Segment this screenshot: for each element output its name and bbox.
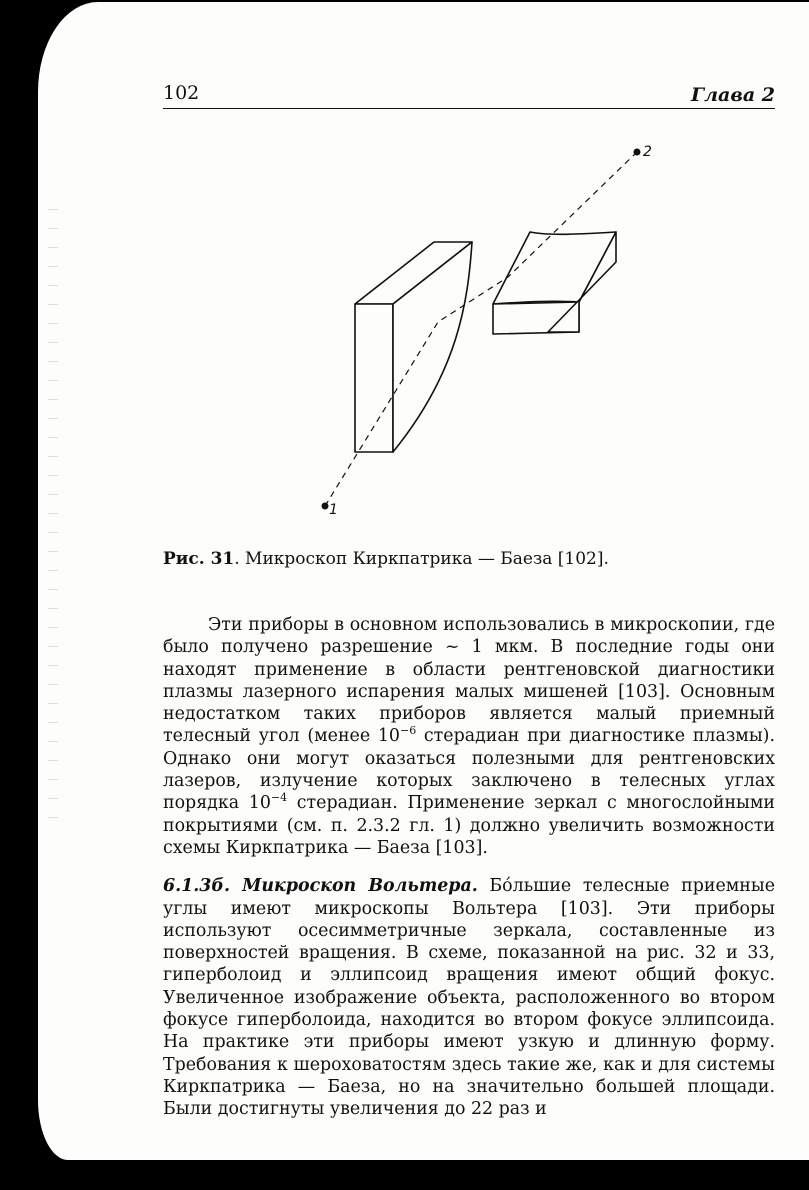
paragraph-1	[163, 614, 775, 859]
chapter-title: Глава 2	[691, 84, 775, 106]
first-mirror-front	[355, 304, 393, 452]
paragraph-2	[163, 875, 775, 1120]
kirkpatrick-baez-diagram	[268, 142, 652, 522]
point-1-marker	[322, 503, 329, 510]
figure-caption	[163, 549, 775, 569]
paragraph-1-part-3: стерадиан. Применение зеркал с многослойными покрытиями (см. п. 2.3.2 гл. 1) должно увеличить возможности схемы Киркпатрика — Баеза [103].	[163, 793, 775, 858]
main-text	[163, 614, 775, 1121]
page-number: 102	[163, 82, 200, 104]
figure-31	[268, 142, 652, 522]
caption-text: . Микроскоп Киркпатрика — Баеза [102].	[234, 549, 609, 569]
exponent-2: −4	[270, 791, 288, 805]
paragraph-1-part-1: Эти приборы в основном использовались в микроскопии, где было получено разрешение ~ 1 мкм. В последние годы они находят применение в области рентгеновской диагностики плазмы лазерного испарения малых мишеней [103]. Основным недостатком таких приборов является малый приемный телесный угол (менее 10	[163, 615, 775, 747]
page-header	[163, 82, 775, 109]
paragraph-2-text: Бо́льшие телесные приемные углы имеют микроскопы Вольтера [103]. Эти приборы используют осесимметричные зеркала, составленные из поверхностей вращения. В схеме, показанной на рис. 32 и 33, гиперболоид и эллипсоид вращения имеют общий фокус. Увеличенное изображение объекта, расположенного во втором фокусе гиперболоида, находится во втором фокусе эллипсоида. На практике эти приборы имеют узкую и длинную форму. Требования к шероховатостям здесь такие же, как и для системы Киркпатрика — Баеза, но на значительно большей площади. Были достигнуты увеличения до 22 раз и	[163, 876, 775, 1120]
point-2-label: 2	[643, 144, 652, 160]
section-heading: 6.1.3б. Микроскоп Вольтера.	[163, 876, 478, 897]
point-2-marker	[634, 149, 641, 156]
book-page	[38, 2, 809, 1160]
paragraph-1-part-2: стерадиан при диагностике плазмы). Однако они могут оказаться полезными для рентгеновских лазеров, излучение которых заключено в телесных углах порядка 10	[163, 726, 775, 814]
point-1-label: 1	[329, 502, 338, 518]
exponent-1: −6	[399, 724, 417, 738]
scan-edge-noise	[48, 202, 58, 822]
caption-label: Рис. 31	[163, 549, 235, 569]
